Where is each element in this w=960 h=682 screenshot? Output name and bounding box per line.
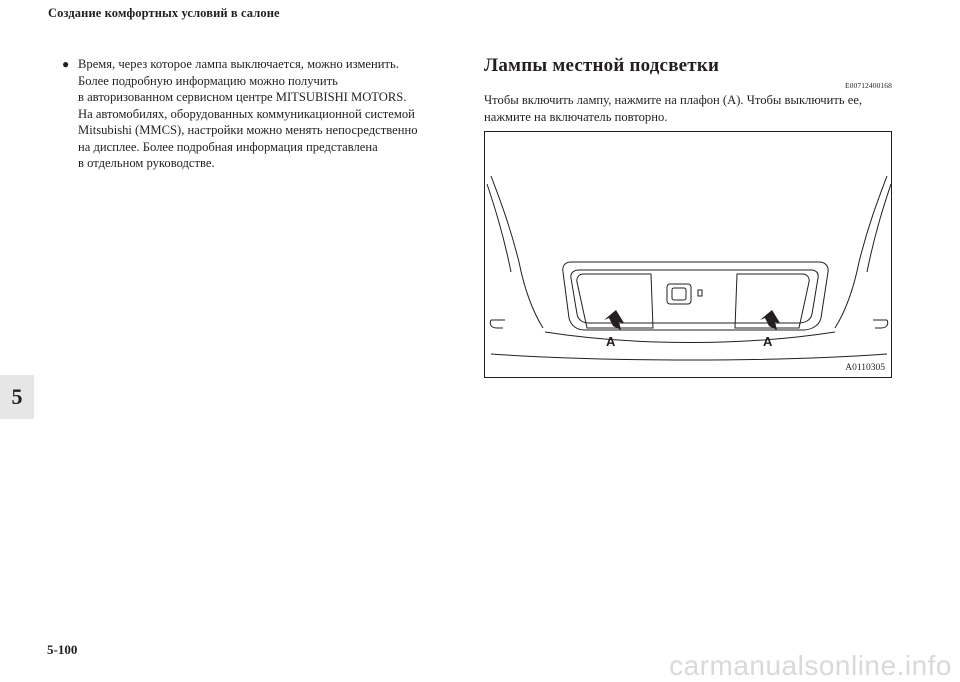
section-title: Лампы местной подсветки (484, 55, 720, 76)
right-arrow-icon (760, 310, 780, 330)
bullet-text: Время, через которое лампа выключается, можно изменить. Более подробную информацию можно получить в авторизованном сервисном центре MITSUBISHI MOTORS. На автомобилях, оборудованных коммуникационной системой Mitsubishi (MMCS), настройки можно менять непосредственно на дисплее. Более подробная информация представлена в отдельном руководстве. (78, 57, 418, 170)
right-visor-clip (873, 320, 888, 328)
figure-id: A0110305 (845, 363, 885, 373)
chapter-tab (0, 375, 34, 419)
left-arrow-icon (604, 310, 624, 330)
map-lamp-illustration (485, 132, 893, 379)
section-code: E00712400168 (844, 81, 892, 90)
chapter-number: 5 (11, 384, 23, 409)
label-a-left: A (606, 334, 616, 349)
section-body: Чтобы включить лампу, нажмите на плафон (A). Чтобы выключить ее, нажмите на включатель повторно. (484, 93, 863, 124)
indicator-led (698, 290, 702, 296)
left-column (62, 56, 462, 172)
left-visor-clip (490, 320, 505, 328)
label-a-right: A (763, 334, 773, 349)
headliner-edge (491, 354, 887, 360)
page-number: 5-100 (47, 642, 78, 657)
left-pillar-line (491, 176, 543, 328)
center-switch-inner (672, 288, 686, 300)
console-inner (571, 270, 818, 323)
bullet-dot-icon: ● (62, 57, 70, 71)
illustration-frame (484, 131, 892, 378)
watermark: carmanualsonline.info (669, 650, 952, 681)
running-header: Создание комфортных условий в салоне (48, 6, 280, 20)
right-pillar-line (835, 176, 887, 328)
console-outer (563, 262, 828, 330)
headliner-curve (545, 332, 835, 343)
bullet-item (62, 56, 462, 172)
center-switch (667, 284, 691, 304)
